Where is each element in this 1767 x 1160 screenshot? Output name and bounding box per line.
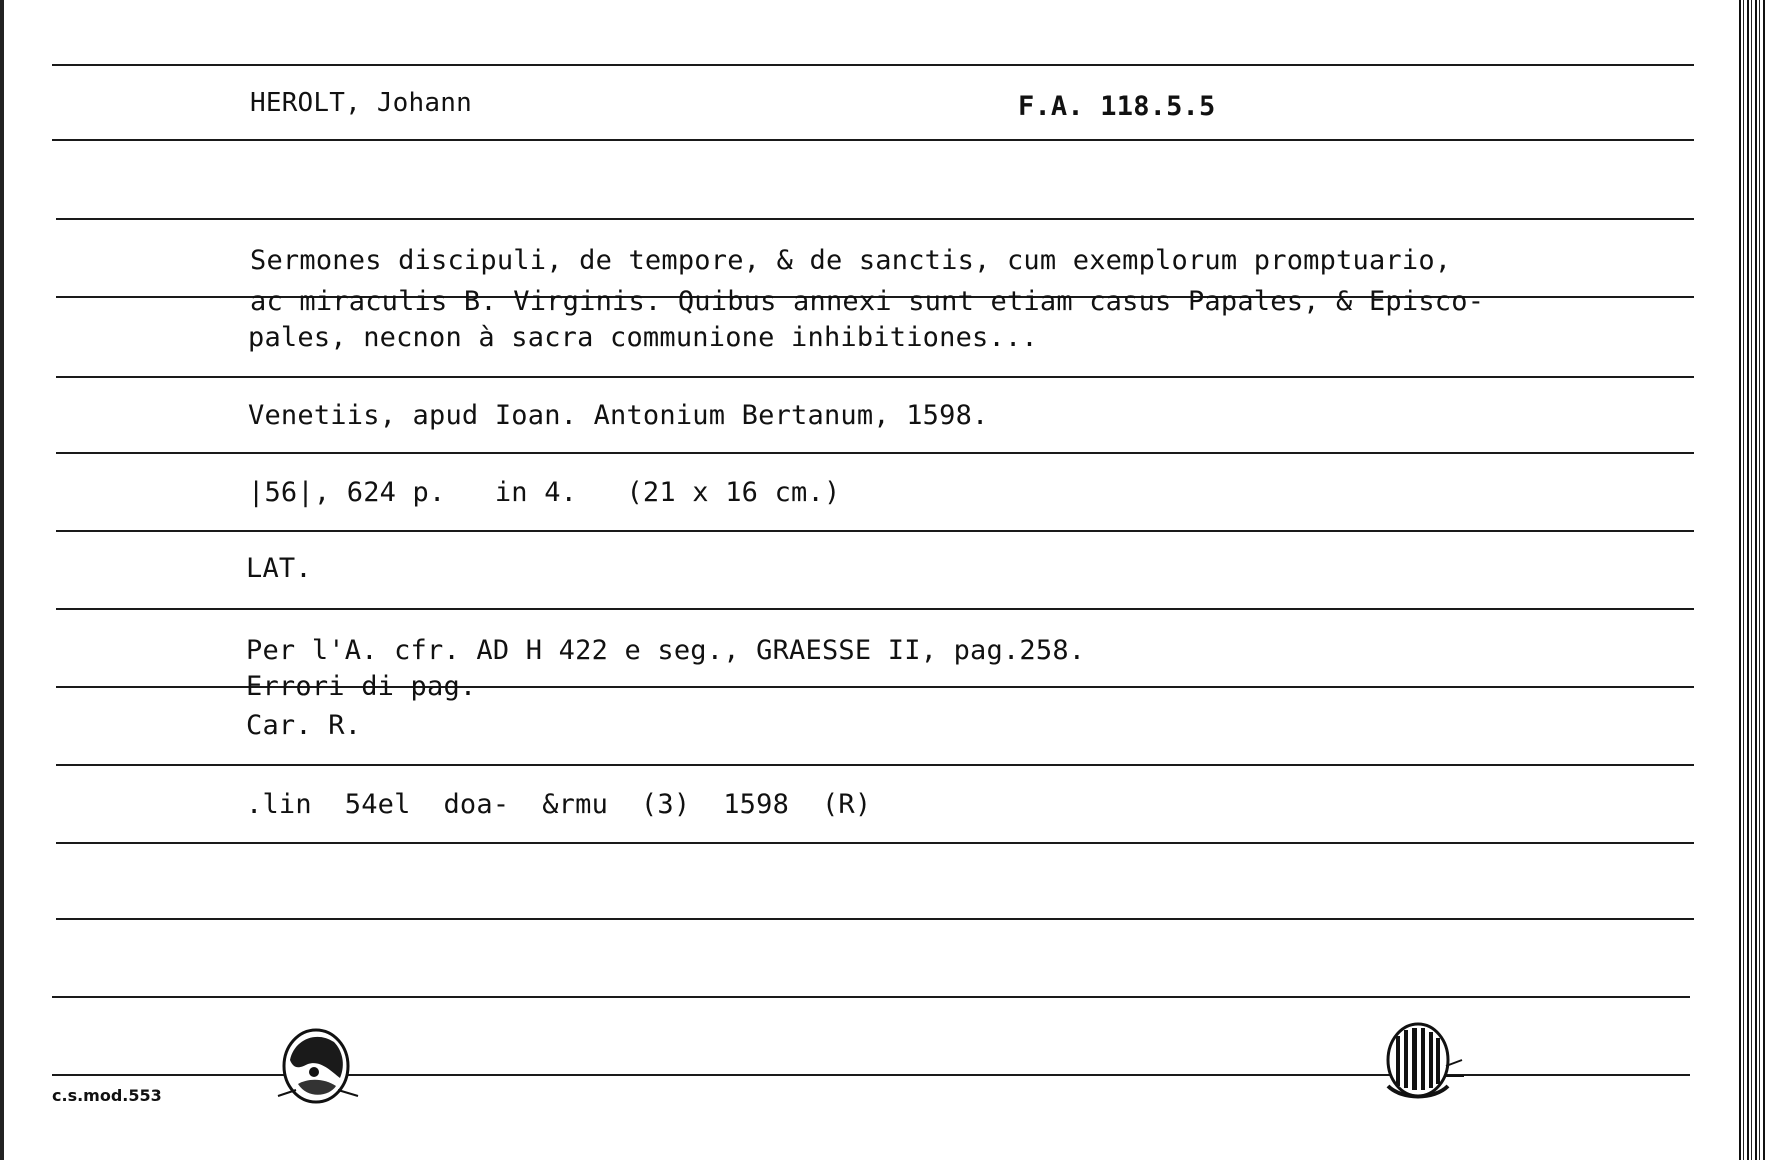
form-code: c.s.mod.553 — [52, 1086, 162, 1105]
card-rule — [56, 608, 1694, 610]
imprint: Venetiis, apud Ioan. Antonium Bertanum, 1598. — [248, 400, 989, 431]
library-stamp-right — [1372, 1016, 1472, 1116]
card-right-border — [1739, 0, 1767, 1160]
fingerprint: .lin 54el doa- &rmu (3) 1598 (R) — [246, 789, 872, 820]
title-line-2: ac miraculis B. Virginis. Quibus annexi sunt etiam casus Papales, & Episco- — [250, 286, 1485, 317]
card-rule — [56, 764, 1694, 766]
card-rule — [56, 842, 1694, 844]
card-left-border — [0, 0, 4, 1160]
title-line-1: Sermones discipuli, de tempore, & de sanctis, cum exemplorum promptuario, — [250, 245, 1452, 276]
note-line-3: Car. R. — [246, 710, 362, 741]
card-rule — [56, 918, 1694, 920]
card-rule — [56, 218, 1694, 220]
card-rule — [56, 530, 1694, 532]
title-line-3: pales, necnon à sacra communione inhibitiones... — [248, 322, 1038, 353]
card-rule — [56, 452, 1694, 454]
language: LAT. — [246, 553, 312, 584]
card-rule — [52, 139, 1694, 141]
card-rule — [52, 64, 1694, 66]
author-name: HEROLT, Johann — [250, 88, 472, 118]
shelfmark: F.A. 118.5.5 — [1018, 91, 1216, 122]
note-line-1: Per l'A. cfr. AD H 422 e seg., GRAESSE II, pag.258. — [246, 635, 1086, 666]
collation: |56|, 624 p. in 4. (21 x 16 cm.) — [248, 477, 841, 508]
card-rule — [52, 996, 1690, 998]
card-rule — [56, 376, 1694, 378]
note-line-2: Errori di pag. — [246, 671, 477, 702]
library-stamp-left — [268, 1020, 368, 1120]
